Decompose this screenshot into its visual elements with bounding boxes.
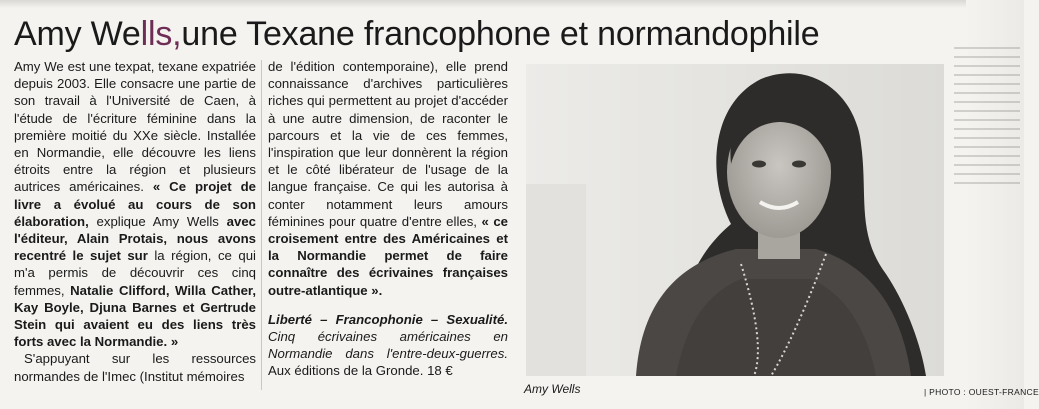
- column-2-paragraph-1: [268, 58, 508, 299]
- col2-text: de l'édition contemporaine), elle prend connaissance d'archives particulières riches qui permettent au projet d'accéder à une autre dimension, de raconter le parcours et la vie de ces femmes, l'inspiration que leur donnèrent la région et le côté libérateur de l'usage de la langue française. Ce qui les autorisa à conter notamment leurs amours féminines pour quatre d'entre elles,: [268, 59, 508, 229]
- portrait-illustration: [526, 64, 944, 376]
- col1-quote-a: « Ce projet de livre a évolué au cours de son élaboration,: [14, 179, 256, 229]
- book-title: Liberté – Francophonie – Sexualité.: [268, 311, 508, 327]
- column-1-paragraph-2: [14, 350, 256, 384]
- photo-caption: Amy Wells: [524, 382, 581, 396]
- headline-name-accent: lls: [140, 15, 173, 53]
- column-divider: [261, 60, 262, 390]
- article-column-1: [14, 58, 256, 385]
- article-headline: [14, 12, 914, 56]
- headline-rest: une Texane francophone et normandophile: [181, 15, 820, 53]
- col2-quote: « ce croisement entre des Américaines et la Normandie permet de faire connaître des écrivaines françaises outre-atlantique ».: [268, 213, 508, 298]
- column-1-paragraph-1: [14, 58, 256, 350]
- col1-quote-c: Natalie Clifford, Willa Cather, Kay Boyle, Djuna Barnes et Gertrude Stein qui avaient eu des liens très forts avec la Normandie. »: [14, 282, 256, 350]
- book-info: [268, 311, 508, 380]
- photo-credit: | PHOTO : OUEST-FRANCE: [924, 387, 1039, 397]
- col1-text-mid: la région, ce qui m'a permis de découvrir ces cinq femmes,: [14, 248, 256, 298]
- col1-text-intro: Amy We est une texpat, texane expatriée depuis 2003. Elle consacre une partie de son travail à l'Université de Caen, à l'étude de l'écriture féminine dans la première moitié du XXe siècle. Installée en Normandie, elle découvre les liens étroits entre la région et plusieurs autrices américaines.: [14, 59, 256, 195]
- book-publisher-price: Aux éditions de la Gronde. 18 €: [268, 363, 453, 379]
- article-column-2: [268, 58, 508, 380]
- book-subtitle: Cinq écrivaines américaines en Normandie dans l'entre-deux-guerres.: [268, 329, 508, 362]
- headline-name-start: Amy We: [14, 15, 141, 53]
- paper-edge-top: [0, 0, 1024, 8]
- adjacent-article-ghost: [950, 40, 1020, 360]
- col1-text-attrib: explique Amy Wells: [88, 213, 227, 229]
- headline-comma: ,: [172, 15, 182, 53]
- col1-quote-b: avec l'éditeur, Alain Protais, nous avons recentré le sujet sur: [14, 213, 256, 264]
- col1-text-p2: S'appuyant sur les ressources normandes de l'Imec (Institut mémoires: [14, 351, 256, 384]
- portrait-photo: [526, 64, 944, 376]
